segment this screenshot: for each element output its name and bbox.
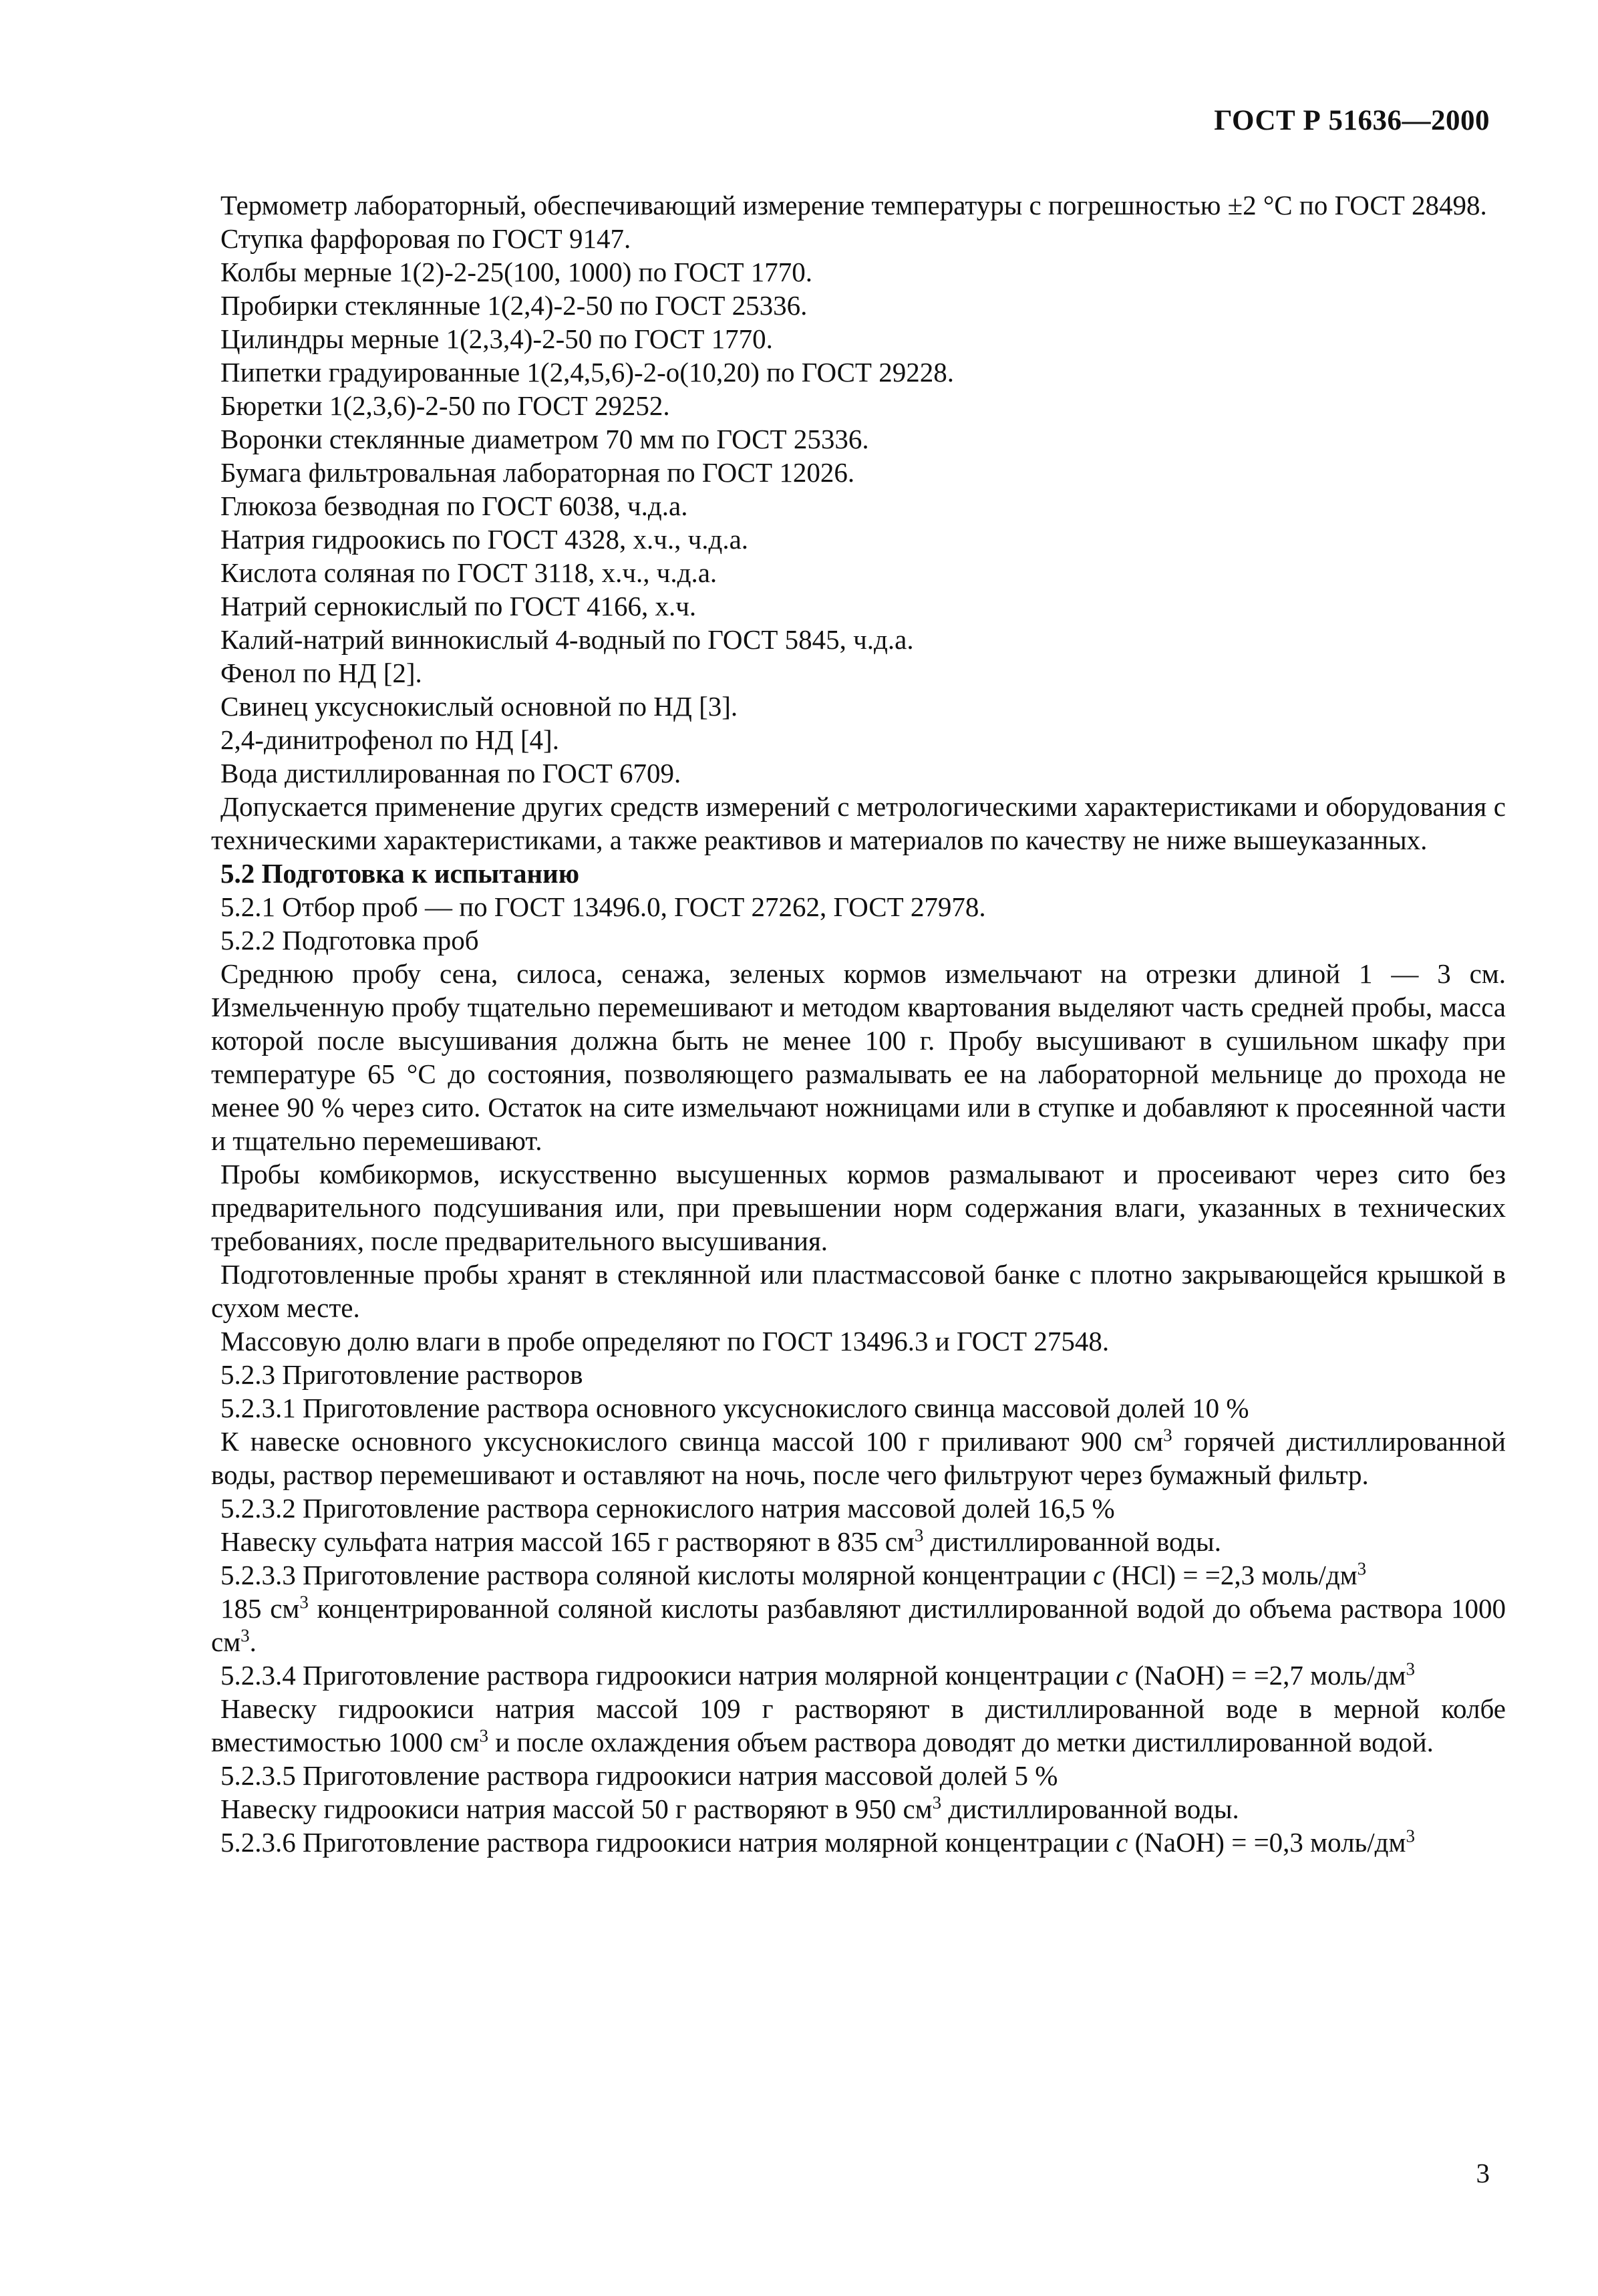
equipment-note: Допускается применение других средств измерений с метрологическими характеристиками и оборудования с техническими характеристиками, а также реактивов и материалов по качеству не ниже вышеуказанных. <box>211 791 1506 855</box>
superscript: 3 <box>479 1725 488 1746</box>
clause-5-2-3-6 <box>211 1826 1506 1859</box>
paragraph <box>211 1592 1506 1659</box>
superscript: 3 <box>1357 1558 1367 1579</box>
text-span: дистиллированной воды. <box>941 1793 1239 1824</box>
text-span: Навеску сульфата натрия массой 165 г растворяют в 835 см <box>220 1526 915 1557</box>
text-span: 5.2.3.4 Приготовление раствора гидроокиси натрия молярной концентрации <box>220 1660 1116 1691</box>
superscript: 3 <box>1406 1826 1415 1846</box>
paragraph <box>211 1525 1506 1558</box>
equipment-item: Бюретки 1(2,3,6)-2-50 по ГОСТ 29252. <box>220 390 670 421</box>
page-content <box>211 188 1506 1859</box>
clause-5-2-3: 5.2.3 Приготовление растворов <box>220 1359 583 1390</box>
clause-5-2-2: 5.2.2 Подготовка проб <box>220 925 479 956</box>
equipment-item: Ступка фарфоровая по ГОСТ 9147. <box>220 223 631 254</box>
text-span: горячей дистиллированной воды, раствор перемешивают и оставляют на ночь, после чего фильтруют через бумажный фильтр. <box>211 1426 1506 1490</box>
clause-5-2-1: 5.2.1 Отбор проб — по ГОСТ 13496.0, ГОСТ 27262, ГОСТ 27978. <box>220 891 986 922</box>
paragraph: Пробы комбикормов, искусственно высушенных кормов размалывают и просеивают через сито без предварительного подсушивания или, при превышении норм содержания влаги, указанных в технических требованиях, после предварительного высушивания. <box>211 1159 1506 1256</box>
equipment-item: Бумага фильтровальная лабораторная по ГОСТ 12026. <box>220 457 855 488</box>
section-heading-5-2: 5.2 Подготовка к испытанию <box>220 858 580 889</box>
paragraph: Массовую долю влаги в пробе определяют по ГОСТ 13496.3 и ГОСТ 27548. <box>220 1326 1110 1356</box>
equipment-item: Натрия гидроокись по ГОСТ 4328, х.ч., ч.д.а. <box>220 524 749 555</box>
paragraph <box>211 1425 1506 1491</box>
equipment-item: Пробирки стеклянные 1(2,4)-2-50 по ГОСТ 25336. <box>220 290 808 321</box>
paragraph: Подготовленные пробы хранят в стеклянной или пластмассовой банке с плотно закрывающейся крышкой в сухом месте. <box>211 1259 1506 1323</box>
equipment-item: 2,4-динитрофенол по НД [4]. <box>220 724 559 755</box>
equipment-list <box>211 222 1506 790</box>
text-span: (NaOH) = =2,7 моль/дм <box>1128 1660 1406 1691</box>
equipment-item: Цилиндры мерные 1(2,3,4)-2-50 по ГОСТ 1770. <box>220 323 773 354</box>
clause-5-2-3-1: 5.2.3.1 Приготовление раствора основного уксуснокислого свинца массовой долей 10 % <box>220 1393 1249 1423</box>
formula-variable: c <box>1116 1827 1128 1858</box>
clause-5-2-3-2: 5.2.3.2 Приготовление раствора сернокислого натрия массовой долей 16,5 % <box>220 1493 1115 1524</box>
equipment-item: Глюкоза безводная по ГОСТ 6038, ч.д.а. <box>220 490 688 521</box>
text-span: концентрированной соляной кислоты разбавляют дистиллированной водой до объема раствора 1000 см <box>211 1593 1506 1657</box>
page-number: 3 <box>1476 2158 1490 2188</box>
text-span: 5.2.3.3 Приготовление раствора соляной кислоты молярной концентрации <box>220 1560 1094 1590</box>
equipment-intro: Термометр лабораторный, обеспечивающий измерение температуры с погрешностью ±2 °C по ГОСТ 28498. <box>220 190 1487 221</box>
equipment-item: Кислота соляная по ГОСТ 3118, х.ч., ч.д.а. <box>220 557 717 588</box>
equipment-item: Пипетки градуированные 1(2,4,5,6)-2-о(10,20) по ГОСТ 29228. <box>220 357 954 388</box>
clause-5-2-3-3 <box>211 1558 1506 1592</box>
equipment-item: Воронки стеклянные диаметром 70 мм по ГОСТ 25336. <box>220 424 869 454</box>
equipment-item: Вода дистиллированная по ГОСТ 6709. <box>220 758 681 788</box>
text-span: 185 см <box>220 1593 300 1624</box>
superscript: 3 <box>932 1792 942 1813</box>
text-span: К навеске основного уксуснокислого свинца массой 100 г приливают 900 см <box>220 1426 1164 1457</box>
text-span: 5.2.3.6 Приготовление раствора гидроокиси натрия молярной концентрации <box>220 1827 1116 1858</box>
superscript: 3 <box>1163 1425 1172 1445</box>
paragraph: Среднюю пробу сена, силоса, сенажа, зеленых кормов измельчают на отрезки длиной 1 — 3 см. Измельченную пробу тщательно перемешивают и методом квартования выделяют часть средней пробы, масса которой после высушивания должна быть не менее 100 г. Пробу высушивают в сушильном шкафу при температуре 65 °C до состояния, позволяющего размалывать ее на лабораторной мельнице до прохода не менее 90 % через сито. Остаток на сите измельчают ножницами или в ступке и добавляют к просеянной части и тщательно перемешивают. <box>211 958 1506 1156</box>
equipment-item: Калий-натрий виннокислый 4-водный по ГОСТ 5845, ч.д.а. <box>220 624 914 655</box>
text-span: дистиллированной воды. <box>923 1526 1221 1557</box>
superscript: 3 <box>914 1525 924 1546</box>
equipment-item: Фенол по НД [2]. <box>220 658 422 688</box>
clause-5-2-3-5: 5.2.3.5 Приготовление раствора гидроокиси натрия массовой долей 5 % <box>220 1760 1058 1791</box>
text-span: Навеску гидроокиси натрия массой 50 г растворяют в 950 см <box>220 1793 933 1824</box>
equipment-item: Колбы мерные 1(2)-2-25(100, 1000) по ГОСТ 1770. <box>220 257 813 287</box>
equipment-item: Натрий сернокислый по ГОСТ 4166, х.ч. <box>220 591 697 621</box>
text-span: (NaOH) = =0,3 моль/дм <box>1128 1827 1406 1858</box>
paragraph <box>211 1692 1506 1759</box>
clause-5-2-3-4 <box>211 1659 1506 1692</box>
superscript: 3 <box>241 1625 250 1646</box>
paragraph <box>211 1792 1506 1826</box>
formula-variable: c <box>1093 1560 1106 1590</box>
superscript: 3 <box>299 1592 309 1612</box>
equipment-item: Свинец уксуснокислый основной по НД [3]. <box>220 691 738 722</box>
document-header: ГОСТ Р 51636—2000 <box>1214 105 1490 136</box>
text-span: (HCl) = =2,3 моль/дм <box>1105 1560 1357 1590</box>
text-span: Навеску гидроокиси натрия массой 109 г растворяют в дистиллированной воде в мерной колбе вместимостью 1000 см <box>211 1693 1506 1757</box>
formula-variable: c <box>1116 1660 1128 1691</box>
superscript: 3 <box>1406 1659 1415 1679</box>
text-span: и после охлаждения объем раствора доводят до метки дистиллированной водой. <box>488 1727 1434 1757</box>
text-span: . <box>249 1626 257 1657</box>
